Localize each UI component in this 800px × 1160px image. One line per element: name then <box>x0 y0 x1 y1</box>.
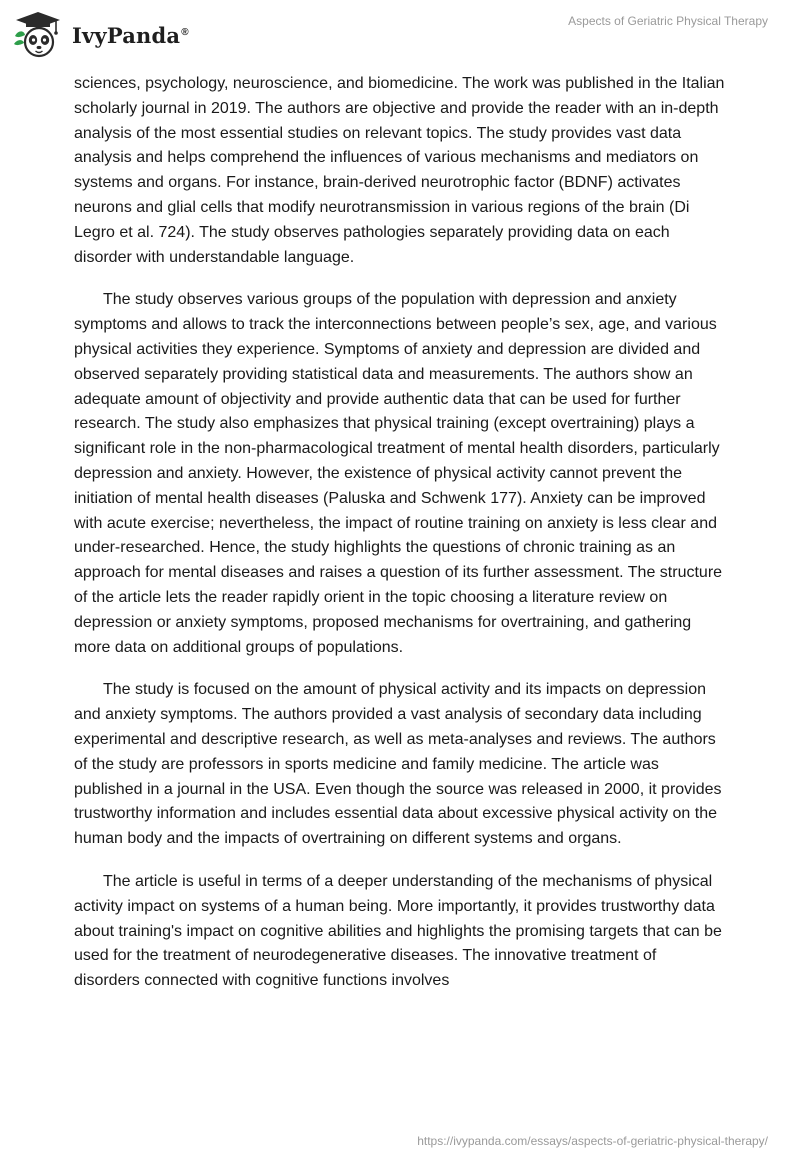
source-url[interactable]: https://ivypanda.com/essays/aspects-of-geriatric-physical-therapy/ <box>417 1134 768 1148</box>
panda-graduate-icon <box>12 10 64 60</box>
brand-logo[interactable] <box>12 10 189 60</box>
document-title: Aspects of Geriatric Physical Therapy <box>568 14 768 28</box>
brand-name: IvyPanda® <box>72 22 189 48</box>
paragraph-4: The article is useful in terms of a deeper understanding of the mechanisms of physical activity impact on systems of a human being. More importantly, it provides trustworthy data about training's impact on cognitive abilities and highlights the promising targets that can be used for the treatment of neurodegenerative diseases. The innovative treatment of disorders connected with cognitive functions involves <box>74 872 722 990</box>
registered-mark: ® <box>181 26 189 38</box>
paragraph-1: sciences, psychology, neuroscience, and biomedicine. The work was published in the Italian scholarly journal in 2019. The authors are objective and provide the reader with an in-depth analysis of the most essential studies on relevant topics. The study provides vast data analysis and helps comprehend the influences of various mechanisms and mediators on systems and organs. For instance, brain-derived neurotrophic factor (BDNF) activates neurons and glial cells that modify neurotransmission in various regions of the brain (Di Legro et al. 724). The study observes pathologies separately providing data on each disorder with understandable language. <box>74 75 725 266</box>
paragraph-2: The study observes various groups of the population with depression and anxiety symptoms and allows to track the interconnections between people’s sex, age, and various physical activities they experience. Symptoms of anxiety and depression are divided and observed separately providing statistical data and measurements. The authors show an adequate amount of objectivity and provide authentic data that can be used for further research. The study also emphasizes that physical training (except overtraining) plays a significant role in the non-pharmacological treatment of mental health disorders, particularly depression and anxiety. However, the existence of physical activity cannot prevent the initiation of mental health diseases (Paluska and Schwenk 177). Anxiety can be improved with acute exercise; nevertheless, the impact of routine training on anxiety is less clear and under-researched. Hence, the study highlights the questions of chronic training as an approach for mental diseases and raises a question of its further assessment. The structure of the article lets the reader rapidly orient in the topic choosing a literature review on depression or anxiety symptoms, proposed mechanisms for overtraining, and gathering more data on additional groups of populations. <box>74 291 723 656</box>
essay-body <box>74 72 726 1012</box>
paragraph-3: The study is focused on the amount of physical activity and its impacts on depression and anxiety symptoms. The authors provided a vast analysis of secondary data including experimental and descriptive research, as well as meta-analyses and reviews. The authors of the study are professors in sports medicine and family medicine. The article was published in a journal in the USA. Even though the source was released in 2000, it provides trustworthy information and includes essential data about excessive physical activity on the human body and the impacts of overtraining on different systems and organs. <box>74 681 722 848</box>
page-header <box>0 0 800 70</box>
